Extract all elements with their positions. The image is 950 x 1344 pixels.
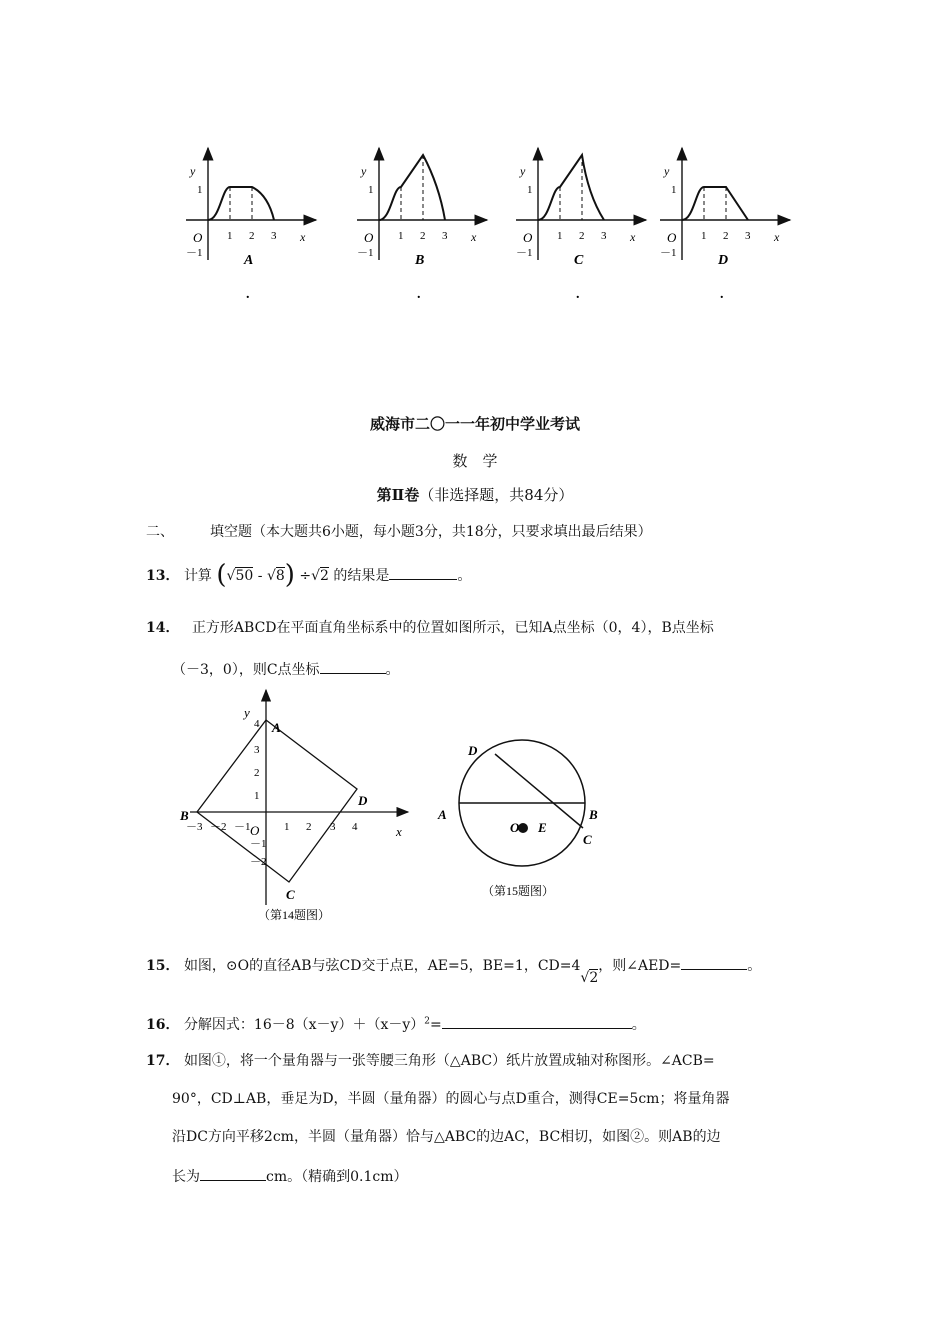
graph-option-letter: D — [718, 253, 729, 268]
q13-answer-blank[interactable] — [389, 579, 457, 580]
graph-dot: . — [246, 287, 250, 302]
q15-root2: √2 — [580, 970, 599, 986]
graph-curve — [682, 187, 748, 220]
graph-label-x: x — [300, 230, 306, 244]
fig15-label-E: E — [538, 820, 547, 835]
graph-tick-x: 3 — [745, 230, 751, 242]
graph-label-x: x — [630, 230, 636, 244]
graph-curve — [538, 155, 604, 220]
q16-end: 。 — [631, 1017, 646, 1033]
graph-label-y: y — [190, 164, 196, 178]
graph-tick-ym1: －1 — [516, 247, 533, 259]
fig14-xtick: 4 — [352, 821, 358, 833]
fig14-label-x: x — [396, 824, 402, 839]
graph-label-x: x — [471, 230, 477, 244]
q14-line2-end: 。 — [385, 662, 400, 678]
paper-note: （非选择题，共84分） — [419, 486, 574, 504]
q17-answer-blank[interactable] — [200, 1180, 266, 1181]
figure-14 — [170, 685, 430, 925]
fig15-center-dot — [518, 823, 528, 833]
fig14-ytick: 3 — [254, 744, 260, 756]
q13-end: 。 — [457, 568, 472, 584]
fig14-xtick: 1 — [284, 821, 290, 833]
fig14-ytick: －1 — [250, 838, 267, 850]
graph-tick-x: 1 — [398, 230, 404, 242]
graph-label-O: O — [193, 230, 203, 245]
q14-line1-text: 正方形ABCD在平面直角坐标系中的位置如图所示，已知A点坐标（0，4），B点坐标 — [191, 620, 714, 636]
graph-tick-x: 2 — [579, 230, 585, 242]
graph-tick-x: 1 — [227, 230, 233, 242]
graph-dot: . — [576, 287, 580, 302]
graph-tick-x: 2 — [723, 230, 729, 242]
graph-tick-y1: 1 — [671, 184, 677, 196]
graph-option-letter: B — [415, 253, 425, 268]
fig14-xtick: －1 — [234, 821, 251, 833]
fig14-ytick: 4 — [254, 718, 260, 730]
q16-eq: = — [430, 1017, 442, 1033]
q13-pre: 计算 — [183, 568, 212, 584]
graph-label-O: O — [667, 230, 677, 245]
q13-post: 的结果是 — [333, 568, 390, 584]
fig14-label-O: O — [250, 823, 260, 838]
q17-line4-post: cm。（精确到0.1cm） — [266, 1169, 408, 1185]
fig14-label-A: A — [272, 720, 281, 735]
graph-curve — [379, 155, 445, 220]
q13-minus: - — [257, 568, 263, 584]
graph-curve — [208, 187, 274, 220]
graph-tick-ym1: －1 — [660, 247, 677, 259]
graph-tick-y1: 1 — [527, 184, 533, 196]
section-number: 二、 — [146, 524, 174, 540]
fig15-label-B: B — [589, 807, 598, 822]
fig15-label-C: C — [583, 832, 592, 847]
graph-tick-x: 2 — [420, 230, 426, 242]
fig14-xtick: 2 — [306, 821, 312, 833]
question-16 — [146, 1014, 646, 1034]
q13-root8: √8 — [266, 568, 285, 584]
q15-end: 。 — [747, 958, 762, 974]
q13-div: ÷ — [299, 568, 312, 584]
fig14-ytick: 1 — [254, 790, 260, 802]
q13-root50: √50 — [226, 568, 254, 584]
fig14-caption: （第14题图） — [258, 908, 331, 922]
question-17-line1 — [146, 1050, 715, 1070]
q15-number: 15． — [146, 958, 180, 974]
graph-tick-x: 1 — [557, 230, 563, 242]
fig14-ytick: －2 — [250, 856, 267, 868]
graph-tick-y1: 1 — [368, 184, 374, 196]
graph-option-letter: A — [244, 253, 254, 268]
q16-number: 16． — [146, 1017, 180, 1033]
graph-tick-x: 3 — [442, 230, 448, 242]
graph-tick-ym1: －1 — [186, 247, 203, 259]
fig14-label-D: D — [358, 793, 368, 808]
q13-lparen: ( — [216, 560, 227, 590]
exam-title: 威海市二〇一一年初中学业考试 — [369, 415, 580, 433]
subject-title: 数 学 — [452, 452, 498, 470]
fig15-label-A: A — [438, 807, 447, 822]
paper-title — [0, 484, 950, 505]
question-14-line1 — [146, 617, 714, 637]
fig14-label-B: B — [180, 808, 189, 823]
graph-label-O: O — [523, 230, 533, 245]
q15-answer-blank[interactable] — [681, 969, 747, 970]
question-14-line2 — [172, 659, 400, 679]
figure-15 — [430, 730, 610, 910]
q15-post: ，则∠AED= — [598, 958, 682, 974]
graph-tick-x: 3 — [271, 230, 277, 242]
q16-text: 分解因式：16－8（x－y）＋（x－y） — [183, 1017, 425, 1033]
fig14-xtick: －2 — [210, 821, 227, 833]
q17-number: 17． — [146, 1053, 180, 1069]
graph-dot: . — [720, 287, 724, 302]
q17-line4-pre: 长为 — [172, 1169, 200, 1185]
q13-rparen: ) — [284, 560, 295, 590]
question-17-line2: 90°，CD⊥AB，垂足为D，半圆（量角器）的圆心与点D重合，测得CE=5cm；将量角器 — [172, 1091, 730, 1107]
graph-label-x: x — [774, 230, 780, 244]
question-13 — [146, 560, 471, 590]
fig14-label-y: y — [244, 705, 250, 720]
fig15-caption: （第15题图） — [482, 884, 555, 898]
graph-tick-ym1: －1 — [357, 247, 374, 259]
q16-sup: 2 — [424, 1016, 431, 1027]
fig14-xtick: －3 — [186, 821, 203, 833]
graph-tick-x: 2 — [249, 230, 255, 242]
paper-bold: 第Ⅱ卷 — [376, 486, 420, 504]
q13-root2: √2 — [311, 568, 329, 584]
graph-label-y: y — [664, 164, 670, 178]
graph-option-letter: C — [574, 253, 584, 268]
option-graphs — [0, 140, 950, 310]
graph-tick-x: 3 — [601, 230, 607, 242]
q15-text: 如图，⊙O的直径AB与弦CD交于点E，AE=5，BE=1，CD=4 — [183, 958, 581, 974]
q17-line1-text: 如图①，将一个量角器与一张等腰三角形（△ABC）纸片放置成轴对称图形。∠ACB= — [183, 1053, 715, 1069]
graph-label-O: O — [364, 230, 374, 245]
q14-line2-text: （－3，0），则C点坐标 — [172, 662, 320, 678]
graph-label-y: y — [361, 164, 367, 178]
section-text: 填空题（本大题共6小题，每小题3分，共18分，只要求填出最后结果） — [210, 524, 652, 540]
fig15-label-D: D — [468, 743, 478, 758]
fig14-ytick: 2 — [254, 767, 260, 779]
graph-tick-y1: 1 — [197, 184, 203, 196]
fig14-label-C: C — [286, 887, 295, 902]
question-15 — [146, 956, 761, 986]
q14-answer-blank[interactable] — [320, 673, 386, 674]
fig15-chord-CD — [495, 754, 583, 828]
question-17-line4 — [172, 1166, 408, 1186]
fig14-xtick: 3 — [330, 821, 336, 833]
graph-tick-x: 1 — [701, 230, 707, 242]
q13-number: 13． — [146, 568, 180, 584]
q14-number: 14． — [146, 620, 180, 636]
graph-dot: . — [417, 287, 421, 302]
fig15-label-O: O — [510, 820, 520, 835]
question-17-line3: 沿DC方向平移2cm，半圆（量角器）恰与△ABC的边AC，BC相切，如图②。则AB的边 — [172, 1129, 721, 1145]
q16-answer-blank[interactable] — [442, 1028, 632, 1029]
graph-label-y: y — [520, 164, 526, 178]
fig14-square — [197, 720, 357, 882]
